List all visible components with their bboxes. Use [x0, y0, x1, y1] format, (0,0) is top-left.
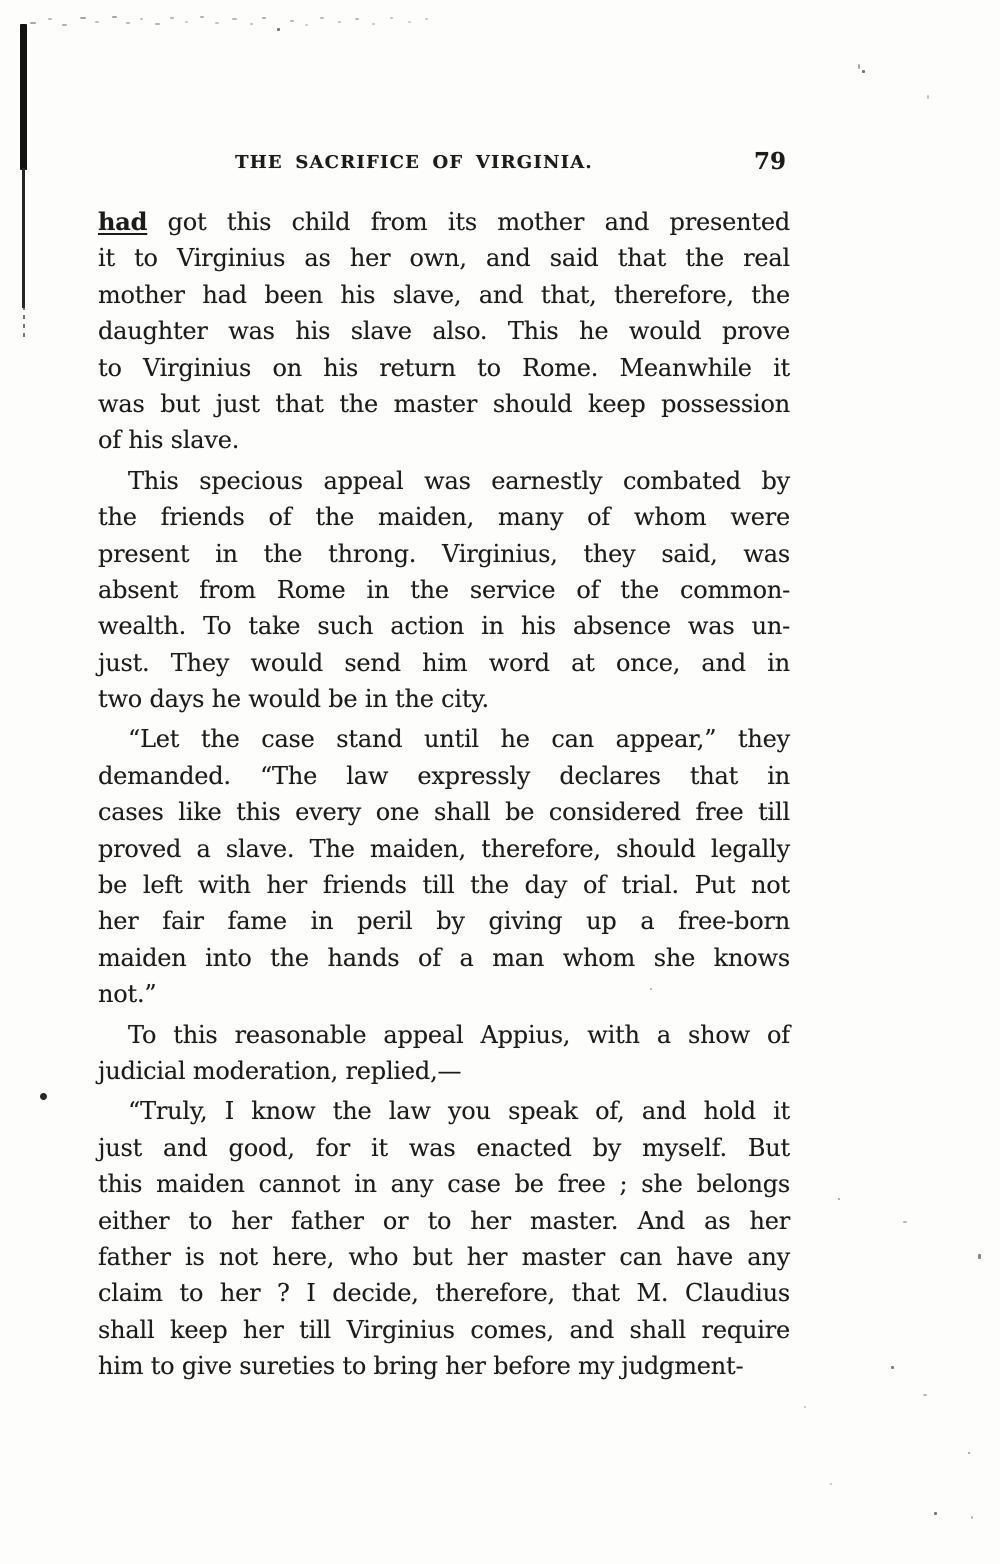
text-line: just. They would send him word at once, and in — [98, 648, 790, 677]
scan-speck — [112, 16, 117, 18]
text-line: father is not here, who but her master can have any — [98, 1242, 790, 1271]
scan-speck — [185, 21, 188, 23]
text-line: This specious appeal was earnestly combated by — [128, 466, 790, 495]
text-line: the friends of the maiden, many of whom were — [98, 503, 790, 532]
scan-speck — [126, 22, 130, 24]
text-line: To this reasonable appeal Appius, with a show of — [128, 1020, 790, 1049]
text-line: wealth. To take such action in his absence was un- — [98, 612, 790, 641]
scan-speck — [62, 24, 67, 26]
text-line: to Virginius on his return to Rome. Meanwhile it — [98, 353, 790, 382]
scan-speck — [923, 1394, 927, 1396]
scan-speck — [425, 18, 428, 20]
scan-speck — [155, 23, 160, 25]
text-line: demanded. “The law expressly declares that in — [98, 761, 790, 790]
paragraph — [98, 1017, 790, 1090]
scan-speck — [408, 21, 411, 23]
scan-speck — [968, 1452, 970, 1454]
text-line: this maiden cannot in any case be free ; she belongs — [98, 1170, 790, 1199]
text-line: “Let the case stand until he can appear,” they — [128, 725, 790, 754]
scan-speck — [305, 24, 308, 26]
scan-speck — [971, 1516, 973, 1519]
scan-speck — [978, 1254, 981, 1259]
text-line: “Truly, I know the law you speak of, and hold it — [128, 1097, 790, 1126]
text-line: had got this child from its mother and presented — [98, 207, 790, 236]
scan-speck — [891, 1366, 894, 1369]
binding-edge-artifact-tail — [23, 306, 25, 342]
scan-speck — [48, 18, 52, 20]
scan-speck — [927, 95, 929, 99]
scan-speck — [804, 1406, 806, 1408]
scan-speck — [355, 18, 359, 20]
bold-lead-word: had — [98, 207, 148, 236]
scan-speck — [290, 20, 294, 22]
text-line: just and good, for it was enacted by myself. But — [98, 1133, 790, 1162]
scan-speck — [170, 17, 174, 19]
scan-speck — [262, 17, 266, 19]
text-line: present in the throng. Virginius, they said, was — [98, 539, 790, 568]
text-line: two days he would be in the city. — [98, 685, 489, 714]
scan-speck — [200, 16, 204, 18]
text-line: either to her father or to her master. And as her — [98, 1206, 790, 1235]
scan-speck — [858, 64, 860, 69]
ink-dot-artifact — [40, 1093, 47, 1100]
scan-speck — [95, 21, 99, 23]
scan-speck — [277, 28, 280, 31]
scan-speck — [30, 22, 36, 24]
text-line: daughter was his slave also. This he would prove — [98, 317, 790, 346]
paragraph — [98, 204, 790, 459]
running-header-title: THE SACRIFICE OF VIRGINIA. — [235, 152, 593, 173]
text-line: claim to her ? I decide, therefore, that M. Claudius — [98, 1279, 790, 1308]
text-line: her fair fame in peril by giving up a free-born — [98, 907, 790, 936]
text-line: it to Virginius as her own, and said that the real — [98, 244, 790, 273]
text-line: cases like this every one shall be considered free till — [98, 798, 790, 827]
scan-speck — [232, 18, 237, 20]
paragraph — [98, 463, 790, 718]
scan-speck — [80, 17, 86, 19]
running-header — [98, 148, 790, 182]
scan-speck — [250, 23, 253, 25]
text-line: him to give sureties to bring her before my judgment- — [98, 1352, 744, 1381]
text-line: not.” — [98, 980, 157, 1009]
scan-speck — [830, 1483, 832, 1485]
scan-speck — [934, 1512, 937, 1515]
text-line: mother had been his slave, and that, therefore, the — [98, 280, 790, 309]
text-line: proved a slave. The maiden, therefore, should legally — [98, 834, 790, 863]
binding-edge-artifact — [20, 24, 27, 170]
text-line: was but just that the master should keep possession — [98, 389, 790, 418]
text-line: absent from Rome in the service of the common- — [98, 575, 790, 604]
scan-speck — [862, 70, 865, 73]
text-line: maiden into the hands of a man whom she knows — [98, 943, 790, 972]
paragraph — [98, 1093, 790, 1384]
text-line: of his slave. — [98, 426, 240, 455]
page-body-text — [98, 204, 790, 1385]
text-line: be left with her friends till the day of trial. Put not — [98, 871, 790, 900]
scan-speck — [372, 23, 375, 25]
scan-speck — [338, 21, 341, 23]
text-line: shall keep her till Virginius comes, and shall require — [98, 1315, 790, 1344]
scan-speck — [215, 22, 219, 24]
scan-speck — [838, 1198, 840, 1200]
page-number: 79 — [753, 148, 786, 175]
paragraph — [98, 721, 790, 1012]
scan-speck — [390, 17, 393, 19]
scan-speck — [140, 18, 143, 20]
binding-edge-artifact-thin — [22, 168, 25, 308]
scan-speck — [320, 17, 324, 19]
text-line: judicial moderation, replied,— — [98, 1056, 462, 1085]
scan-speck — [903, 1221, 907, 1223]
